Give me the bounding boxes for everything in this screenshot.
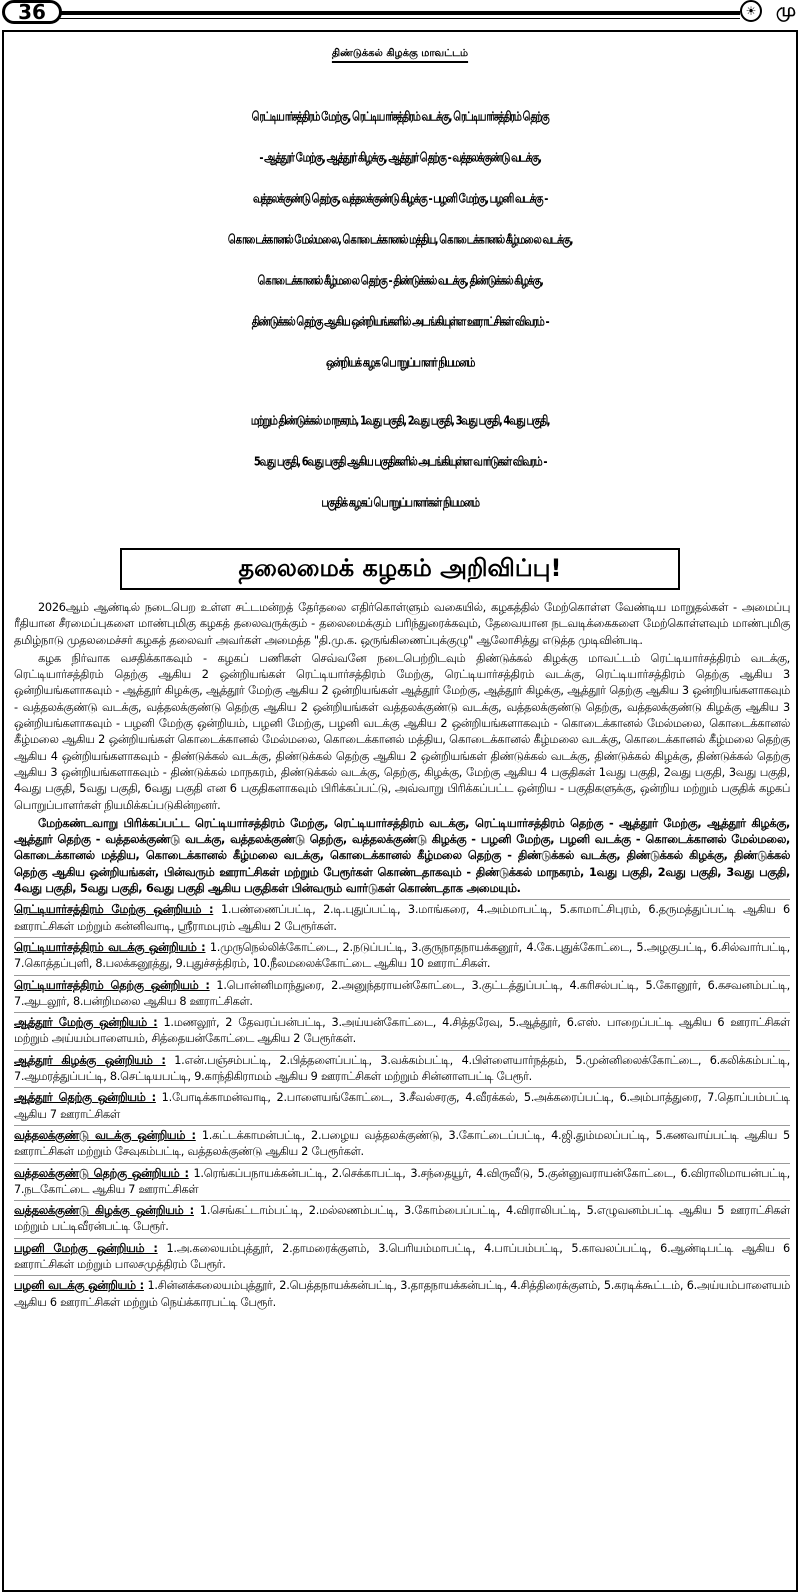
union-villages: 1.என்.பஞ்சம்பட்டி, 2.பித்தளைப்பட்டி, 3.வக்கம்பட்டி, 4.பிள்ளையார்நத்தம், 5.முன்னிலைக்கோட்டை, 6.கலிக்கம்பட்டி, 7.ஆமரத்துப்பட்டி, 8.செட்டியபட்டி, 9.காந்திகிராமம் ஆகிய 9 ஊராட்சிகள் மற்றும் சின்னாளபட்டி பேரூர். [14,1053,790,1084]
header-rule-thin [60,18,740,19]
union-entry [14,1087,790,1123]
union-name: ரெட்டியார்சத்திரம் வடக்கு ஒன்றியம் : [14,940,206,954]
union-name: பழனி மேற்கு ஒன்றியம் : [14,1241,158,1255]
union-entry [14,975,790,1011]
header-rule [60,11,740,15]
union-entry [14,1275,790,1311]
union-name: வத்தலக்குண்டு தெற்கு ஒன்றியம் : [14,1166,189,1180]
union-name: ஆத்தூர் தெற்கு ஒன்றியம் : [14,1091,156,1105]
party-emblem-icon: ☀ [740,0,762,22]
union-name: ஆத்தூர் மேற்கு ஒன்றியம் : [14,1016,158,1030]
union-villages: 1.செங்கட்டாம்பட்டி, 2.மல்லணம்பட்டி, 3.கோம்பைப்பட்டி, 4.விராலிபட்டி, 5.எழுவனம்பட்டி ஆகிய 5 ஊராட்சிகள் மற்றும் பட்டிவீரன்பட்டி பேரூர். [14,1204,790,1234]
union-entry [14,1163,790,1199]
union-entry [14,1125,790,1161]
union-name: ஆத்தூர் கிழக்கு ஒன்றியம் : [14,1053,166,1067]
headline-line-9: 5வது பகுதி, 6வது பகுதி ஆகிய பகுதிகளில் அடங்கியுள்ள வார்டுகள் விவரம் - [253,455,547,470]
masthead-fragment: மு [776,0,796,21]
union-name: பழனி வடக்கு ஒன்றியம் : [14,1279,144,1293]
notice-title: தலைமைக் கழகம் அறிவிப்பு! [238,553,562,582]
headline-line-2: - ஆத்தூர் மேற்கு, ஆத்தூர் கிழக்கு, ஆத்தூர் தெற்கு - வத்தலக்குண்டு வடக்கு, [259,151,541,166]
union-name: ரெட்டியார்சத்திரம் தெற்கு ஒன்றியம் : [14,978,210,992]
page-header [0,0,800,26]
headline-line-1: ரெட்டியார்சத்திரம் மேற்கு, ரெட்டியார்சத்திரம் வடக்கு, ரெட்டியார்சத்திரம் தெற்கு [251,110,549,125]
union-entry [14,937,790,973]
union-villages: 1.பண்ணைப்பட்டி, 2.டி.புதுப்பட்டி, 3.மாங்கரை, 4.அம்மாபட்டி, 5.காமாட்சிபுரம், 6.தருமத்துப்பட்டி ஆகிய 6 ஊராட்சிகள் மற்றும் கன்னிவாடி, ஸ்ரீராமபுரம் ஆகிய 2 பேரூர்கள். [14,903,790,933]
union-villages: 1.ரெங்கப்பநாயக்கன்பட்டி, 2.செக்காபட்டி, 3.சந்தையூர், 4.விருவீடு, 5.குன்னுவராயன்கோட்டை, 6.விராலிமாயன்பட்டி, 7.நடகோட்டை ஆகிய 7 ஊராட்சிகள் [14,1166,790,1196]
paragraph-summary: மேற்கண்டவாறு பிரிக்கப்பட்ட ரெட்டியார்சத்திரம் மேற்கு, ரெட்டியார்சத்திரம் வடக்கு, ரெட்டியார்சத்திரம் தெற்கு - ஆத்தூர் மேற்கு, ஆத்தூர் கிழக்கு, ஆத்தூர் தெற்கு - வத்தலக்குண்டு வடக்கு, வத்தலக்குண்டு தெற்கு, வத்தலக்குண்டு கிழக்கு - பழனி மேற்கு, பழனி வடக்கு - கொடைக்கானல் மேல்மலை, கொடைக்கானல் மத்திய, கொடைக்கானல் கீழ்மலை வடக்கு, கொடைக்கானல் கீழ்மலை தெற்கு - திண்டுக்கல் வடக்கு, திண்டுக்கல் கிழக்கு, திண்டுக்கல் தெற்கு ஆகிய ஒன்றியங்கள், பின்வரும் ஊராட்சிகள் மற்றும் பேரூர்கள் கொண்டதாகவும் - திண்டுக்கல் மாநகரம், 1வது பகுதி, 2வது பகுதி, 3வது பகுதி, 4வது பகுதி, 5வது பகுதி, 6வது பகுதி ஆகிய பகுதிகள் பின்வரும் வார்டுகள் கொண்டதாக அமையும். [14,816,790,896]
notice-title-box [120,548,680,590]
headline-line-4: கொடைக்கானல் மேல்மலை, கொடைக்கானல் மத்திய, கொடைக்கானல் கீழ்மலை வடக்கு, [227,233,573,248]
district-title: திண்டுக்கல் கிழக்கு மாவட்டம் [331,48,469,59]
union-villages: 1.பொன்னிமாந்துரை, 2.அனுந்தராயன்கோட்டை, 3.குட்டத்துப்பட்டி, 4.கரிசல்பட்டி, 5.கோனூர், 6.கசவனம்பட்டி, 7.ஆடலூர், 8.பன்றிமலை ஆகிய 8 ஊராட்சிகள். [14,978,790,1008]
headline-line-3: வத்தலக்குண்டு தெற்கு, வத்தலக்குண்டு கிழக்கு - பழனி மேற்கு, பழனி வடக்கு - [252,192,547,207]
union-entry [14,1200,790,1236]
union-entry [14,899,790,935]
union-entry [14,1050,790,1086]
page-number: 36 [2,0,62,24]
union-villages: 1.மணலூர், 2 தேவரப்பன்பட்டி, 3.அய்யன்கோட்டை, 4.சித்தரேவு, 5.ஆத்தூர், 6.எஸ். பாறைப்பட்டி ஆகிய 6 ஊராட்சிகள் மற்றும் அய்யம்பாளையம், சித்தையன்கோட்டை ஆகிய 2 பேரூர்கள். [14,1016,790,1046]
paragraph-intro: 2026ஆம் ஆண்டில் நடைபெற உள்ள சட்டமன்றத் தேர்தலை எதிர்கொள்ளும் வகையில், கழகத்தில் மேற்கொள்ள வேண்டிய மாறுதல்கள் - அமைப்பு ரீதியான சீரமைப்புகளை மாண்புமிகு கழகத் தலைவருக்கும் - தலைமைக்கும் பரிந்துரைக்கவும், தேவையான நடவடிக்கைகளை மேற்கொள்ளவும் மாண்புமிகு தமிழ்நாடு முதலமைச்சர் கழகத் தலைவர் அவர்கள் அமைத்த "தி.மு.க. ஒருங்கிணைப்புக்குழு" ஆலோசித்து எடுத்த முடிவின்படி. [14,601,790,647]
article-body [14,600,790,1585]
headline-line-7: ஒன்றியக் கழக பொறுப்பாளர் நியமனம் [326,356,474,371]
union-villages: 1.போடிக்காமன்வாடி, 2.பாளையங்கோட்டை, 3.சீவல்சரகு, 4.வீரக்கல், 5.அக்கரைப்பட்டி, 6.அம்பாத்துரை, 7.தொப்பம்பட்டி ஆகிய 7 ஊராட்சிகள் [14,1091,790,1121]
union-villages: 1.சின்னக்கலையம்புத்தூர், 2.பெத்தநாயக்கன்பட்டி, 3.தாதநாயக்கன்பட்டி, 4.சித்திரைக்குளம், 5.கரடிக்கூட்டம், 6.அய்யம்பாளையம் ஆகிய 6 ஊராட்சிகள் மற்றும் நெய்க்காரபட்டி பேரூர். [14,1279,790,1309]
headline-line-10: பகுதிக் கழகப் பொறுப்பாளர்கள் நியமனம் [321,496,479,511]
union-entry [14,1012,790,1048]
union-villages: 1.முருநெல்லிக்கோட்டை, 2.நடுப்பட்டி, 3.குருநாதநாயக்கனூர், 4.கே.புதுக்கோட்டை, 5.அழகுபட்டி, 6.சில்வார்பட்டி, 7.கொத்தப்புளி, 8.பலக்கனூத்து, 9.புதுச்சத்திரம், 10.நீலமலைக்கோட்டை ஆகிய 10 ஊராட்சிகள். [14,940,790,971]
union-villages: 1.கட்டக்காமன்பட்டி, 2.பழைய வத்தலக்குண்டு, 3.கோட்டைப்பட்டி, 4.ஜி.தும்மலப்பட்டி, 5.கணவாய்பட்டி ஆகிய 5 ஊராட்சிகள் மற்றும் சேவுகம்பட்டி, வத்தலக்குண்டு ஆகிய 2 பேரூர்கள். [14,1128,790,1159]
union-entry [14,1238,790,1274]
headline-line-6: திண்டுக்கல் தெற்கு ஆகிய ஒன்றியங்களில் அடங்கியுள்ள ஊராட்சிகள் விவரம் - [251,315,549,330]
union-name: வத்தலக்குண்டு வடக்கு ஒன்றியம் : [14,1128,196,1142]
union-name: வத்தலக்குண்டு கிழக்கு ஒன்றியம் : [14,1204,194,1218]
union-villages: 1.அ.கலையம்புத்தூர், 2.தாமரைக்குளம், 3.பெரியம்மாபட்டி, 4.பாப்பம்பட்டி, 5.காவலப்பட்டி, 6.ஆண்டிபட்டி ஆகிய 6 ஊராட்சிகள் மற்றும் பாலசமுத்திரம் பேரூர். [14,1241,790,1271]
headline-line-5: கொடைக்கானல் கீழ்மலை தெற்கு - திண்டுக்கல் வடக்கு, திண்டுக்கல் கிழக்கு, [257,274,543,289]
union-name: ரெட்டியார்சத்திரம் மேற்கு ஒன்றியம் : [14,903,214,917]
headline-line-8: மற்றும் திண்டுக்கல் மாநகரம், 1வது பகுதி, 2வது பகுதி, 3வது பகுதி, 4வது பகுதி, [250,414,550,429]
paragraph-restructure: கழக நிர்வாக வசதிக்காகவும் - கழகப் பணிகள் செவ்வனே நடைபெற்றிடவும் திண்டுக்கல் கிழக்கு மாவட்டம் ரெட்டியார்சத்திரம் வடக்கு, ரெட்டியார்சத்திரம் தெற்கு ஆகிய 2 ஒன்றியங்கள் ரெட்டியார்சத்திரம் மேற்கு, ரெட்டியார்சத்திரம் வடக்கு, ரெட்டியார்சத்திரம் தெற்கு ஆகிய 3 ஒன்றியங்களாகவும் - ஆத்தூர் கிழக்கு, ஆத்தூர் மேற்கு ஆகிய 2 ஒன்றியங்கள் ஆத்தூர் மேற்கு, ஆத்தூர் கிழக்கு, ஆத்தூர் தெற்கு ஆகிய 3 ஒன்றியங்களாகவும் - வத்தலக்குண்டு வடக்கு, வத்தலக்குண்டு தெற்கு ஆகிய 2 ஒன்றியங்கள் வத்தலக்குண்டு வடக்கு, வத்தலக்குண்டு தெற்கு, வத்தலக்குண்டு கிழக்கு ஆகிய 3 ஒன்றியங்களாகவும் - பழனி மேற்கு ஒன்றியம், பழனி மேற்கு, பழனி வடக்கு ஆகிய 2 ஒன்றியங்களாகவும் - கொடைக்கானல் மேல்மலை, கொடைக்கானல் கீழ்மலை ஆகிய 2 ஒன்றியங்கள் கொடைக்கானல் மேல்மலை, கொடைக்கானல் மத்திய, கொடைக்கானல் கீழ்மலை வடக்கு, கொடைக்கானல் கீழ்மலை தெற்கு ஆகிய 4 ஒன்றியங்களாகவும் - திண்டுக்கல் வடக்கு, திண்டுக்கல் தெற்கு ஆகிய 2 ஒன்றியங்கள் திண்டுக்கல் வடக்கு, திண்டுக்கல் கிழக்கு, திண்டுக்கல் தெற்கு ஆகிய 3 ஒன்றியங்களாகவும் - திண்டுக்கல் மாநகரம், திண்டுக்கல் வடக்கு, தெற்கு, கிழக்கு, மேற்கு ஆகிய 4 பகுதிகள் 1வது பகுதி, 2வது பகுதி, 3வது பகுதி, 4வது பகுதி, 5வது பகுதி, 6வது பகுதி என 6 பகுதிகளாகவும் பிரிக்கப்பட்டு, அவ்வாறு பிரிக்கப்பட்ட ஒன்றிய - பகுதிகளுக்கு, ஒன்றிய மற்றும் பகுதிக் கழகப் பொறுப்பாளர்கள் நியமிக்கப்படுகின்றனர். [14,651,790,812]
